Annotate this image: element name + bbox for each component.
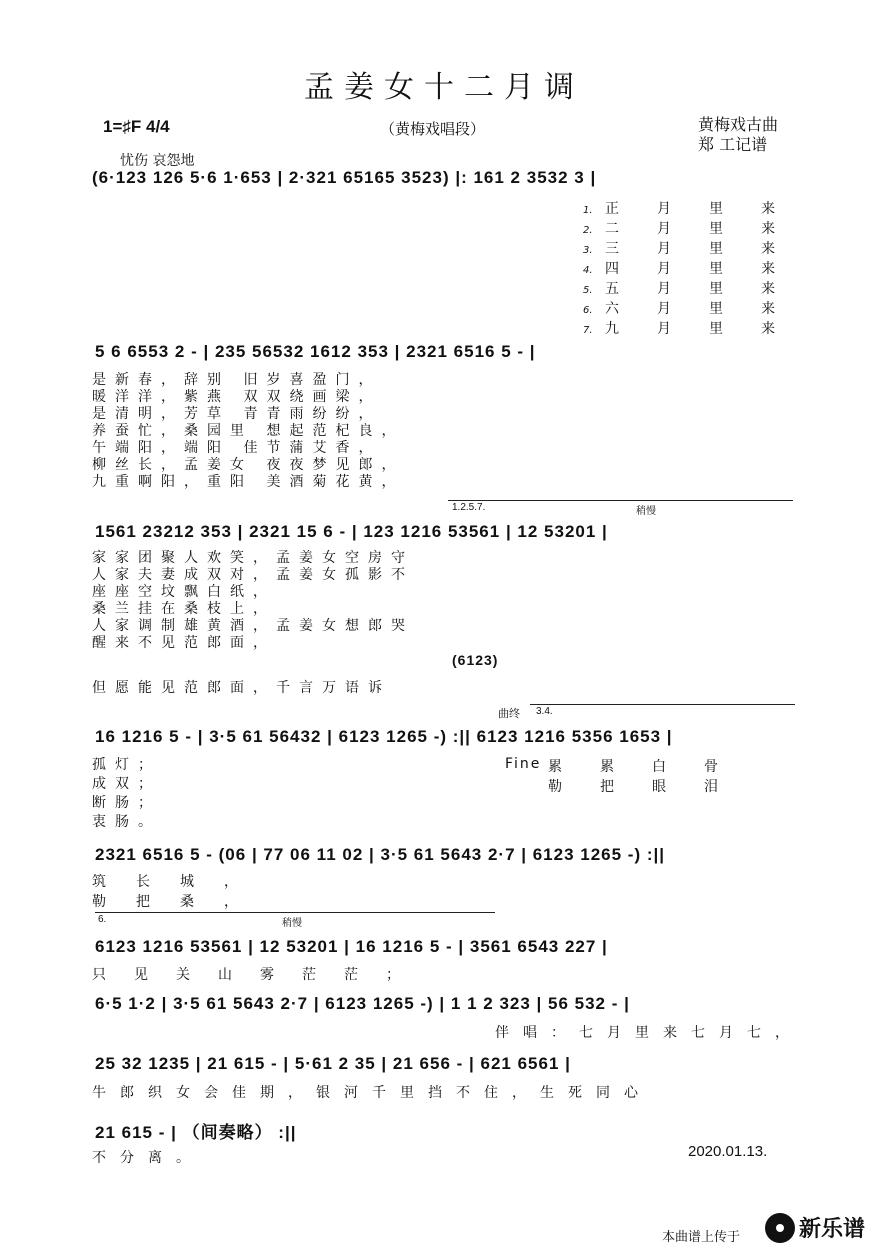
fine-label: 曲终 [498,707,520,720]
score-row-2: 5 6 6553 2 - | 235 56532 1612 353 | 2321 6516 5 - | [95,342,536,361]
lyrics-row-4 [92,756,161,832]
score-row-3: 1561 23212 353 | 2321 15 6 - | 123 1216 53561 | 12 53201 | [95,522,608,541]
alt-phrase: (6123) [452,652,499,668]
lyric-line: 醒来不见范郎面， [92,635,276,651]
verse-5: 5. 五 月 里 来 [583,281,775,297]
lyric-line: 衷肠。 [92,814,161,830]
brand-logo[interactable] [765,1212,865,1243]
upload-note: 本曲谱上传于 [662,1230,741,1245]
verse-2: 2. 二 月 里 来 [583,221,775,237]
lyric-line: 养蚕忙，桑园里 想起范杞良， [92,423,405,439]
score-row-5: 2321 6516 5 - (06 | 77 06 11 02 | 3·5 61 5643 2·7 | 6123 1265 -) :|| [95,845,666,864]
verse-list [583,198,775,338]
lyric-line: 午端阳，端阳 佳节蒲艾香， [92,440,382,456]
lyric-line: 座座空坟飘白纸， [92,584,276,600]
lyric-line: 桑兰挂在桑枝上， [92,601,276,617]
lyric-line: 勒把桑， [92,894,268,910]
lyric-line: 勒把眼泪 [548,779,756,795]
lyric-line: 柳丝长，孟姜女 夜夜梦见郎， [92,457,405,473]
record-disc-icon [765,1213,795,1243]
verse-7: 7. 九 月 里 来 [583,321,775,337]
fine-marker: Fine [505,756,542,772]
subtitle: （黄梅戏唱段） [380,120,486,138]
verse-3: 3. 三 月 里 来 [583,241,775,257]
lyrics-row-5 [92,872,268,912]
verse-1: 1. 正 月 里 来 [583,201,775,217]
score-row-6: 6123 1216 53561 | 12 53201 | 16 1216 5 - | 3561 6543 227 | [95,937,608,956]
lyric-line: 是新春，辞别 旧岁喜盈门， [92,372,382,388]
brand-name: 新乐谱 [799,1217,866,1242]
lyric-line: 是清明，芳草 青青雨纷纷， [92,406,382,422]
key-signature: 1=♯F 4/4 [103,117,170,136]
volta-bracket [448,500,793,501]
score-row-9: 21 615 - | （间奏略） :|| [95,1123,297,1142]
tempo-slow-2: 稍慢 [282,918,302,929]
volta-label-2: 3.4. [536,706,553,717]
lyrics-row-3 [92,550,414,652]
transcriber: 郑 工记谱 [698,135,768,154]
score-row-1: (6·123 126 5·6 1·653 | 2·321 65165 3523) |: 161 2 3532 3 | [92,168,597,187]
lyric-line: 九重啊阳，重阳 美酒菊花黄， [92,474,405,490]
lyric-line: 暖洋洋，紫燕 双双绕画梁， [92,389,382,405]
lyrics-row-8: 牛郎织女会佳期，银河千里挡不住，生死同心 [92,1085,652,1101]
verse-6: 6. 六 月 里 来 [583,301,775,317]
lyrics-row-2 [92,372,404,491]
lyric-line: 人家调制雄黄酒，孟姜女想郎哭 [92,618,414,634]
score-row-7: 6·5 1·2 | 3·5 61 5643 2·7 | 6123 1265 -) | 1 1 2 323 | 56 532 - | [95,994,630,1013]
date-stamp: 2020.01.13. [688,1143,768,1160]
lyric-line: 人家夫妻成双对，孟姜女孤影不 [92,567,414,583]
page-title: 孟姜女十二月调 [304,70,584,105]
score-row-8: 25 32 1235 | 21 615 - | 5·61 2 35 | 21 656 - | 621 6561 | [95,1054,571,1073]
volta-label: 1.2.5.7. [452,502,486,513]
lyric-line: 筑长城， [92,874,268,890]
volta-bracket-2 [530,704,795,705]
lyrics-row-9: 不分离。 [92,1150,204,1166]
volta-bracket-3 [95,912,495,913]
tempo-slow: 稍慢 [636,506,656,517]
verse-4: 4. 四 月 里 来 [583,261,775,277]
lyric-line: 孤灯； [92,757,161,773]
volta-label-3: 6. [98,914,107,925]
score-row-4: 16 1216 5 - | 3·5 61 56432 | 6123 1265 -) :|| 6123 1216 5356 1653 | [95,727,673,746]
lyric-line-extra: 但愿能见范郎面，千言万语诉 [92,680,391,696]
lyric-line: 成双； [92,776,161,792]
lyric-line: 断肠； [92,795,161,811]
lyric-line: 累累白骨 [548,759,756,775]
composer: 黄梅戏古曲 [698,115,779,134]
lyrics-row-7: 伴唱：七月里来七月七， [495,1025,803,1041]
lyrics-row-6: 只见关山雾茫茫； [92,967,428,983]
tempo-marking: 忧伤 哀怨地 [120,153,195,169]
lyric-line: 家家团聚人欢笑，孟姜女空房守 [92,550,414,566]
